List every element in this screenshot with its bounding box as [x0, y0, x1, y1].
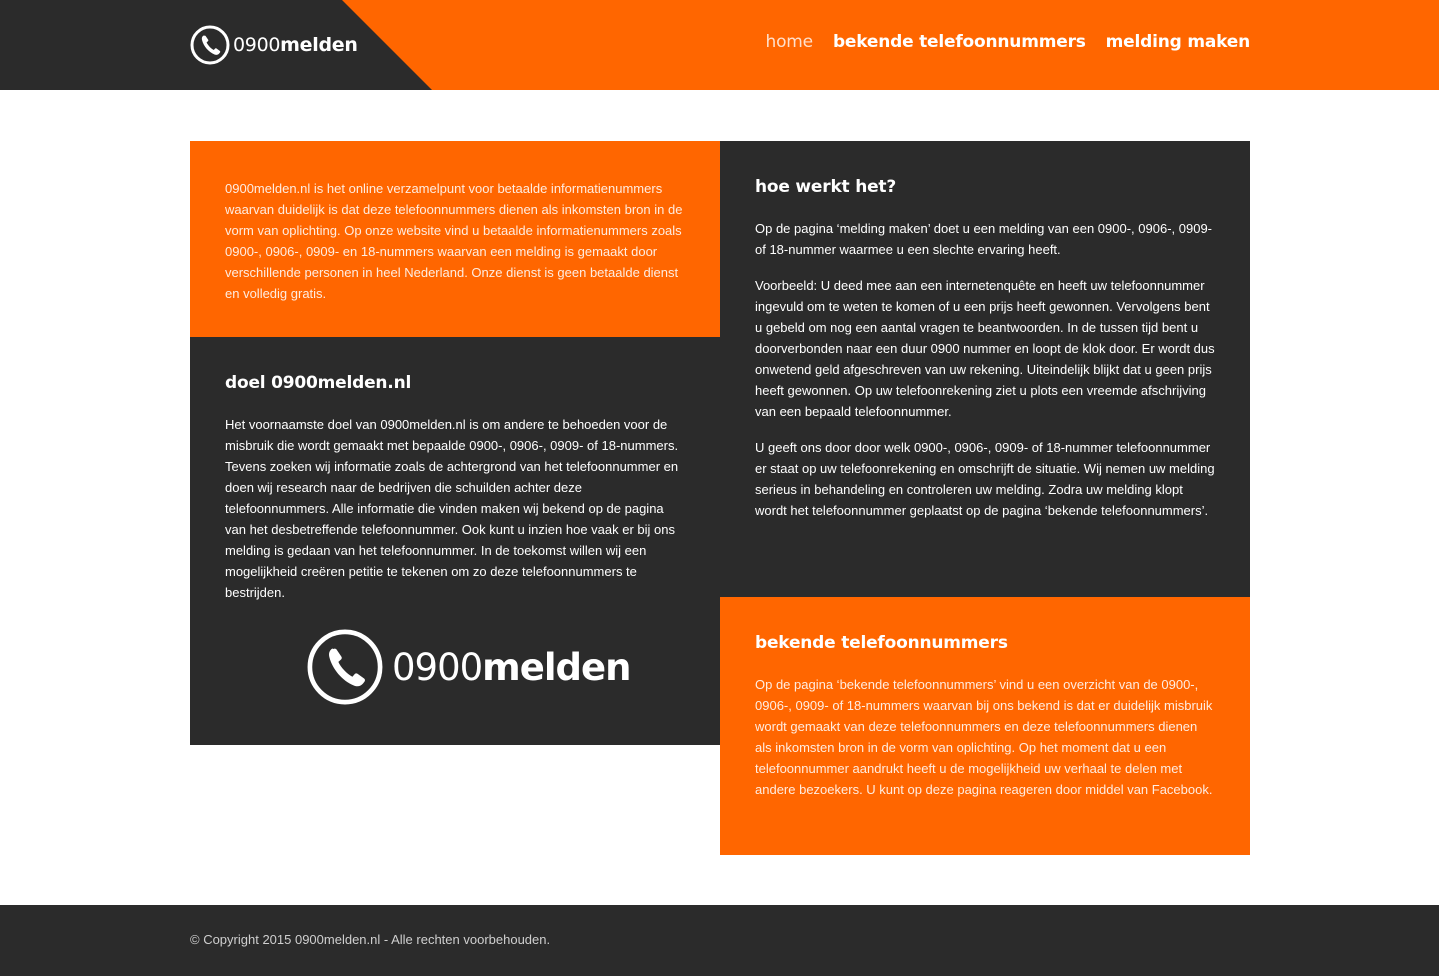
intro-text: 0900melden.nl is het online verzamelpunt voor betaalde informatienummers waarvan duidelijk is dat deze telefoonnummers dienen als inkomsten bron in de vorm van oplichting. Op onze website vind u betaalde informatienummers zoals 0900-, 0906-, 0909- en 18-nummers waarvan een melding is gemaakt door verschillende personen in heel Nederland. Onze dienst is geen betaalde dienst en volledig gratis.: [225, 181, 683, 301]
intro-panel: [190, 141, 720, 337]
hoe-title: hoe werkt het?: [755, 177, 897, 197]
nav-bekende-telefoonnummers[interactable]: bekende telefoonnummers: [832, 32, 1086, 52]
doel-title: doel 0900melden.nl: [225, 373, 412, 393]
hoe-werkt-het-panel: [720, 141, 1250, 597]
main-nav: [766, 30, 1250, 54]
phone-circle-icon: [190, 25, 230, 65]
nav-home[interactable]: home: [765, 32, 813, 52]
logo-wordmark: 0900melden: [233, 33, 358, 56]
phone-circle-icon: [306, 628, 384, 706]
nav-melding-maken[interactable]: melding maken: [1105, 32, 1250, 52]
hoe-paragraph: Op de pagina ‘melding maken’ doet u een melding van een 0900-, 0906-, 0909- of 18-nummer waarmee u een slechte ervaring heeft.: [755, 221, 1212, 257]
bekend-text: Op de pagina ‘bekende telefoonnummers’ vind u een overzicht van de 0900-, 0906-, 0909- of 18-nummers waarvan bij ons bekend is dat er duidelijk misbruik wordt gemaakt van deze telefoonnummers en deze telefoonnummers dienen als inkomsten bron in de vorm van oplichting. Op het moment dat u een telefoonnummer aandrukt heeft u de mogelijkheid uw verhaal te delen met andere bezoekers. U kunt op deze pagina reageren door middel van Facebook.: [755, 677, 1213, 797]
copyright-text: © Copyright 2015 0900melden.nl - Alle rechten voorbehouden.: [190, 932, 551, 947]
site-header: [0, 0, 1439, 90]
large-logo-wordmark: 0900melden: [392, 645, 631, 689]
bekend-title: bekende telefoonnummers: [755, 633, 1008, 653]
large-logo: [306, 628, 630, 706]
doel-text: Het voornaamste doel van 0900melden.nl is om andere te behoeden voor de misbruik die wordt gemaakt met bepaalde 0900-, 0906-, 0909- of 18-nummers. Tevens zoeken wij informatie zoals de achtergrond van het telefoonnummer en doen wij research naar de bedrijven die schuilden achter deze telefoonnummers. Alle informatie die vinden maken wij bekend op de pagina van het desbetreffende telefoonnummer. Ook kunt u inzien hoe vaak er bij ons melding is gedaan van het telefoonnummer. In de toekomst willen wij een mogelijkheid creëren petitie te tekenen om zo deze telefoonnummers te bestrijden.: [225, 417, 679, 600]
site-footer: [0, 905, 1439, 976]
hoe-paragraph: Voorbeeld: U deed mee aan een internetenquête en heeft uw telefoonnummer ingevuld om te weten te komen of u een prijs heeft gewonnen. Vervolgens bent u gebeld om nog een aantal vragen te beantwoorden. In de tussen tijd bent u doorverbonden naar een duur 0900 nummer en loopt de klok door. Er wordt dus onwetend geld afgeschreven van uw rekening. Uiteindelijk blijkt dat u geen prijs heeft gewonnen. Op uw telefoonrekening ziet u plots een vreemde afschrijving van een bepaald telefoonnummer.: [755, 278, 1215, 419]
site-logo[interactable]: [190, 25, 358, 65]
doel-panel: [190, 337, 720, 745]
hoe-paragraph: U geeft ons door door welk 0900-, 0906-, 0909- of 18-nummer telefoonnummer er staat op uw telefoonrekening en omschrijft de situatie. Wij nemen uw melding serieus in behandeling en controleren uw melding. Zodra uw melding klopt wordt het telefoonnummer geplaatst op de pagina ‘bekende telefoonnummers’.: [755, 440, 1215, 518]
bekende-telefoonnummers-panel: [720, 597, 1250, 855]
